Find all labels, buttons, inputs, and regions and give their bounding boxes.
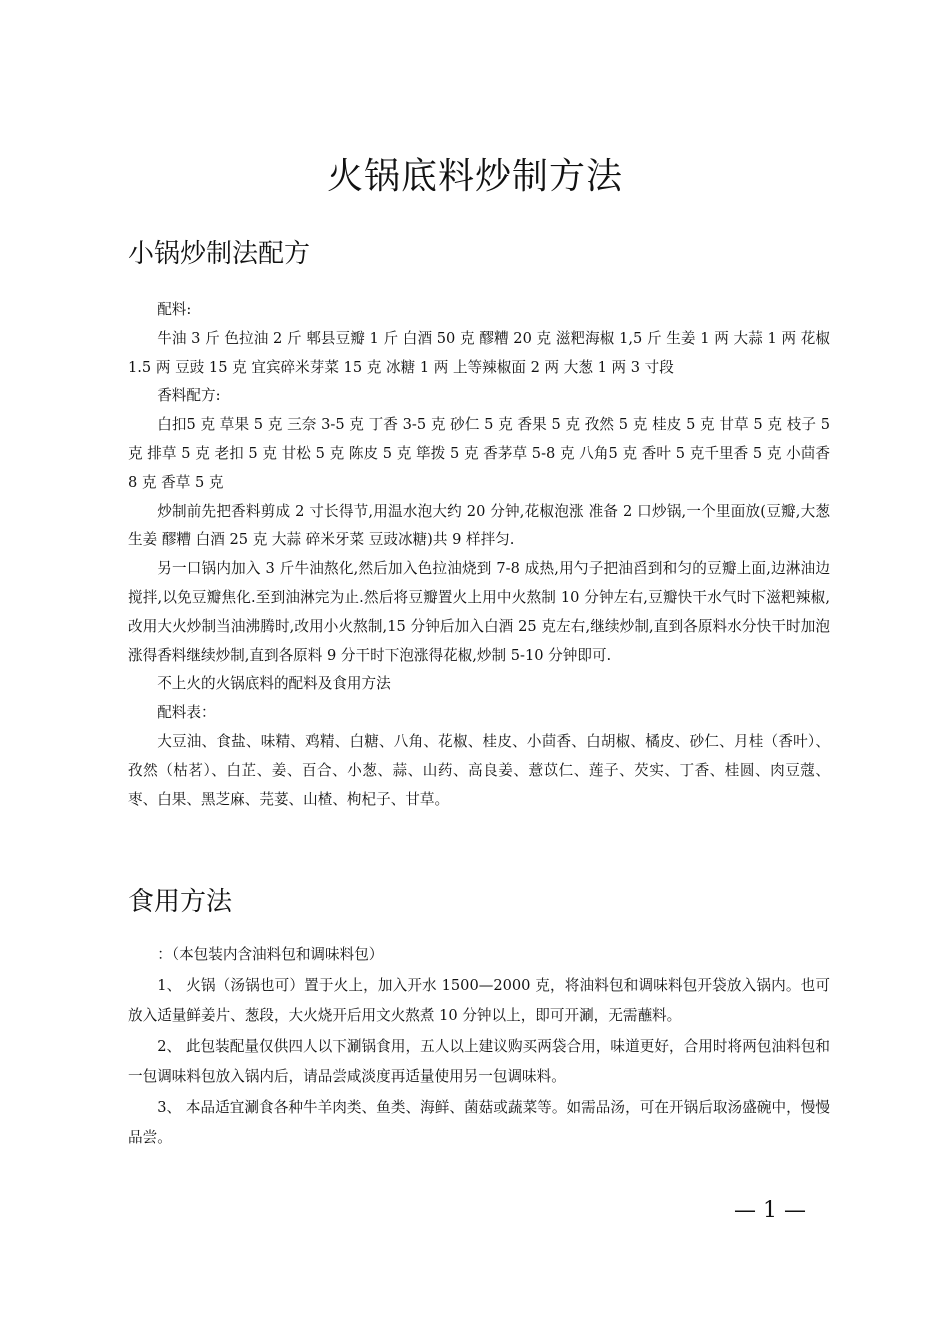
section-heading-recipe: 小锅炒制法配方: [128, 239, 311, 269]
paragraph: 不上火的火锅底料的配料及食用方法: [157, 675, 391, 693]
paragraph: 配料表：: [157, 704, 216, 722]
section-heading-usage: 食用方法: [128, 887, 233, 917]
document-title: 火锅底料炒制方法: [326, 156, 623, 197]
paragraph: 牛油 3 斤 色拉油 2 斤 郫县豆瓣 1 斤 白酒 50 克 醪糟 20 克 滋粑海椒 1,5 斤 生姜 1 两 大蒜 1 两 花椒 1.5 两 豆豉 15 克 宜宾碎米芽菜 15 克 冰糖 1 两 上等辣椒面 2 两 大葱 1 两 3 寸段: [128, 329, 830, 376]
paragraph: 另一口锅内加入 3 斤牛油熬化,然后加入色拉油烧到 7-8 成热,用勺子把油舀到和匀的豆瓣上面,边淋油边搅拌,以免豆瓣焦化.至到油淋完为止.然后将豆瓣置火上用中火熬制 10 分钟左右,豆瓣快干水气时下滋粑辣椒,改用大火炒制当油沸腾时,改用小火熬制,15 分钟后加入白酒 25 克左右,继续炒制,直到各原料水分快干时加泡涨得香料继续炒制,直到各原料 9 分干时下泡涨得花椒,炒制 5-10 分钟即可.: [128, 560, 830, 664]
paragraph: 白扣5 克 草果 5 克 三奈 3-5 克 丁香 3-5 克 砂仁 5 克 香果 5 克 孜然 5 克 桂皮 5 克 甘草 5 克 枝子 5 克 排草 5 克 老扣 5 克 甘松 5 克 陈皮 5 克 筚拨 5 克 香茅草 5-8 克 八角5 克 香叶 5 克千里香 5 克 小茴香 8 克 香草 5 克: [128, 416, 830, 491]
paragraph: 1、 火锅（汤锅也可）置于火上，加入开水 1500—2000 克，将油料包和调味料包开袋放入锅内。也可放入适量鲜姜片、葱段，大火烧开后用文火熬煮 10 分钟以上，即可开涮，无需蘸料。: [128, 976, 830, 1024]
recipe-body: [128, 296, 830, 814]
usage-body: [128, 940, 830, 1154]
paragraph: ：（本包装内含油料包和调味料包）: [157, 946, 384, 963]
paragraph: 3、 本品适宜涮食各种牛羊肉类、鱼类、海鲜、菌菇或蔬菜等。如需品汤，可在开锅后取汤盛碗中，慢慢品尝。: [128, 1098, 830, 1146]
paragraph: 大豆油、食盐、味精、鸡精、白糖、八角、花椒、桂皮、小茴香、白胡椒、橘皮、砂仁、月桂（香叶）、孜然（枯茗）、白芷、姜、百合、小葱、蒜、山药、高良姜、薏苡仁、莲子、芡实、丁香、桂圆、肉豆蔻、枣、白果、黑芝麻、芫荽、山楂、枸杞子、甘草。: [128, 732, 830, 808]
paragraph: 炒制前先把香料剪成 2 寸长得节,用温水泡大约 20 分钟,花椒泡涨 准备 2 口炒锅,一个里面放(豆瓣,大葱 生姜 醪糟 白酒 25 克 大蒜 碎米牙菜 豆豉冰糖)共 9 样拌匀.: [128, 502, 830, 549]
paragraph: 配料:: [157, 301, 192, 318]
paragraph: 香料配方:: [157, 387, 221, 405]
page-number: — 1 —: [734, 1198, 806, 1223]
paragraph: 2、 此包装配量仅供四人以下涮锅食用，五人以上建议购买两袋合用，味道更好，合用时将两包油料包和一包调味料包放入锅内后，请品尝咸淡度再适量使用另一包调味料。: [128, 1037, 830, 1085]
